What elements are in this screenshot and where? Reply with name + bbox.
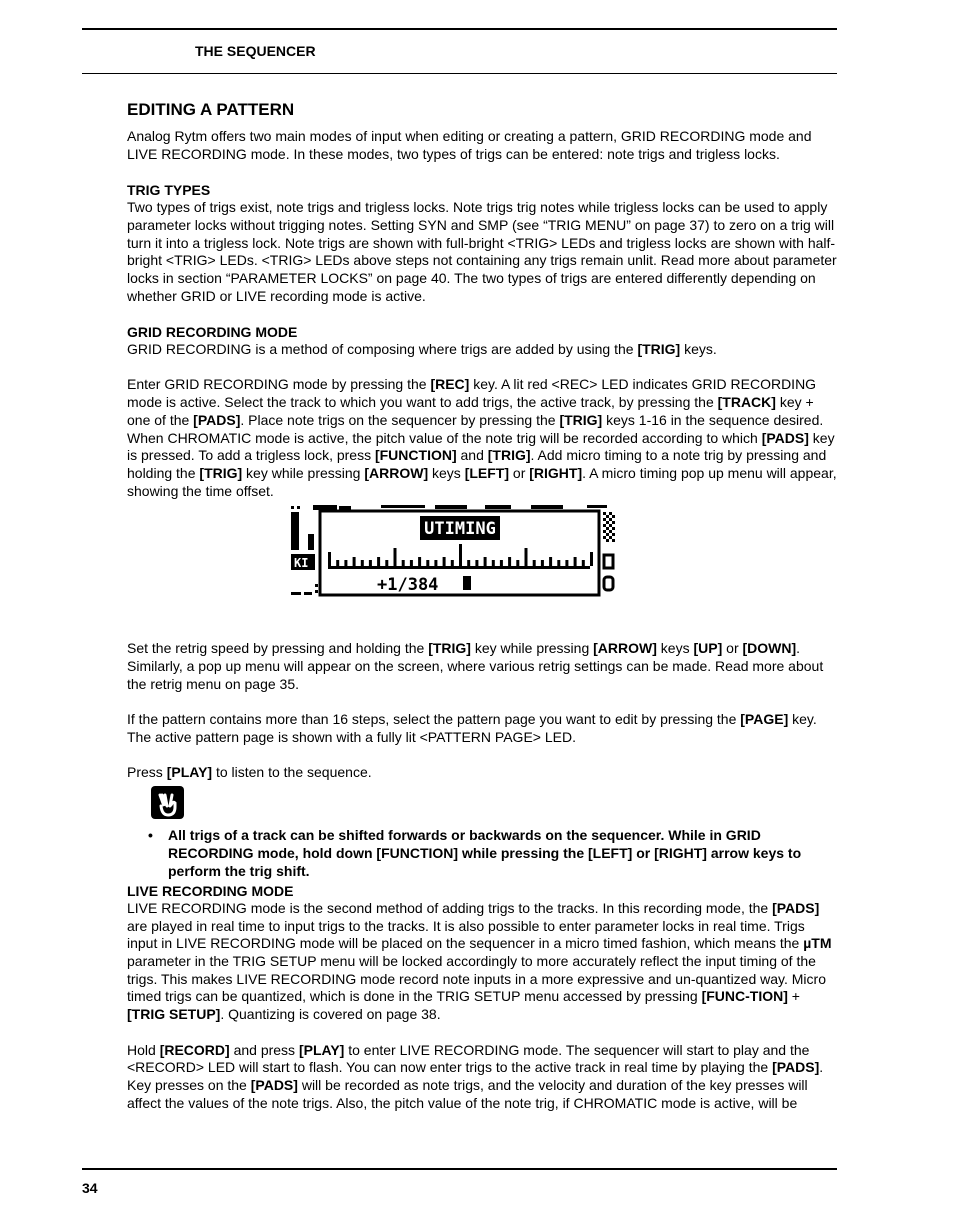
ruler-tick xyxy=(394,548,397,566)
key-name: [PADS] xyxy=(772,899,820,916)
grid-mode-paragraph-4: If the pattern contains more than 16 steps, select the pattern page you want to edit by pressing the [PAGE] key. The active pattern page is shown with a fully lit <PATTERN PAGE> LED. xyxy=(127,711,817,745)
ruler-tick xyxy=(336,560,339,566)
key-name: [PLAY] xyxy=(298,1041,345,1058)
key-name: [TRIG] xyxy=(637,341,681,357)
grid-mode-paragraph-2: Enter GRID RECORDING mode by pressing the [REC] key. A lit red <REC> LED indicates GRID RECORDING mode is active. Select the track to which you want to add trigs, the active track, by pressing the [TRACK] key + one of the [PADS]. Place note trigs on the sequencer by pressing the [TRIG] keys 1-16 in the sequence desired. When CHROMATIC mode is active, the pitch value of the note trig will be recorded according to which [PADS] key is pressed. To add a trigless lock, press [FUNCTION] and [TRIG]. Add micro timing to a note trig by pressing and holding the [TRIG] key while pressing [ARROW] keys [LEFT] or [RIGHT]. A micro timing pop up menu will appear, showing the time offset. xyxy=(127,376,837,499)
hand-peace-icon xyxy=(151,786,184,819)
key-name: [UP] xyxy=(693,640,723,657)
lcd-value: +1/384 xyxy=(377,575,439,596)
key-name: [TRACK] xyxy=(717,394,776,411)
key-name: µTM xyxy=(803,935,832,952)
ruler-tick xyxy=(361,560,364,566)
header-top-rule xyxy=(82,28,837,30)
header-bottom-rule xyxy=(82,73,837,74)
ruler-tick xyxy=(443,557,446,566)
ruler-tick xyxy=(328,552,331,566)
lcd-screenshot xyxy=(127,500,837,640)
note-box xyxy=(127,782,837,882)
ruler-tick xyxy=(525,548,528,566)
ruler-tick xyxy=(541,560,544,566)
live-mode-paragraph-1: LIVE RECORDING mode is the second method of adding trigs to the tracks. In this recording mode, the [PADS] are played in real time to input trigs to the tracks. It is also possible to enter parameter locks in real time. Trigs input in LIVE RECORDING mode will be placed on the sequencer in a micro timed fashion, which means the µTM parameter in the TRIG SETUP menu will be locked accordingly to more accurately reflect the input timing of the trigs. This makes LIVE RECORDING mode record note inputs in a more expressive and un-quantized way. Micro timed trigs can be quantized, which is done in the TRIG SETUP menu accessed by pressing [FUNC-TION] + [TRIG SETUP]. Quantizing is covered on page 38. xyxy=(127,899,832,1023)
ruler-tick xyxy=(369,560,372,566)
key-name: [PADS] xyxy=(250,1076,298,1093)
ruler-tick xyxy=(484,557,487,566)
live-mode-heading: LIVE RECORDING MODE xyxy=(127,882,294,899)
ruler-tick xyxy=(402,560,405,566)
page-content xyxy=(127,100,837,1130)
lcd-checker-pattern xyxy=(603,512,615,542)
key-name: [RIGHT] xyxy=(529,464,583,481)
ruler-tick xyxy=(377,557,380,566)
trig-types-paragraph: Two types of trigs exist, note trigs and trigless locks. Note trigs trig notes while trigless locks can be used to apply parameter locks without trigging notes. Setting SYN and SMP (see “TRIG MENU” on page 37) to zero on a trig will turn it into a trigless lock. Note trigs are shown with full-bright <TRIG> LEDs and trigless locks are shown with half-bright <TRIG> LEDs. <TRIG> LEDs above steps not containing any trigs remain unlit. Read more about parameter locks in section “PARAMETER LOCKS” on page 40. The two types of trigs are entered differently depending on whether GRID or LIVE recording mode is active. xyxy=(127,199,837,304)
ruler-tick xyxy=(426,560,429,566)
trig-types-heading: TRIG TYPES xyxy=(127,182,211,199)
ruler-tick xyxy=(508,557,511,566)
key-name: [REC] xyxy=(430,376,470,393)
intro-paragraph: Analog Rytm offers two main modes of input when editing or creating a pattern, GRID RECORDING mode and LIVE RECORDING mode. In these modes, two types of trigs can be entered: note trigs and trigless locks. xyxy=(127,128,812,162)
ruler-tick xyxy=(451,560,454,566)
ruler-tick xyxy=(410,560,413,566)
micro-timing-lcd-image xyxy=(291,504,621,604)
ruler-tick xyxy=(557,560,560,566)
grid-mode-paragraph-1: GRID RECORDING is a method of composing where trigs are added by using the [TRIG] keys. xyxy=(127,341,717,357)
lcd-title: UTIMING xyxy=(424,519,496,540)
note-list xyxy=(145,826,835,880)
grid-mode-paragraph-5: Press [PLAY] to listen to the sequence. xyxy=(127,764,372,781)
key-name: [PADS] xyxy=(193,411,241,428)
ruler-tick xyxy=(385,560,388,566)
ruler-tick xyxy=(574,557,577,566)
ruler-tick xyxy=(344,560,347,566)
ruler-tick xyxy=(475,560,478,566)
ruler-tick xyxy=(353,557,356,566)
key-name: [TRIG SETUP] xyxy=(127,1006,221,1023)
key-name: [RECORD] xyxy=(159,1041,230,1058)
key-name: [TRIG] xyxy=(487,447,531,464)
key-name: [FUNC-TION] xyxy=(701,988,788,1005)
key-name: [ARROW] xyxy=(364,464,429,481)
key-name: [ARROW] xyxy=(593,640,657,657)
live-mode-paragraph-2: Hold [RECORD] and press [PLAY] to enter LIVE RECORDING mode. The sequencer will start to play and the <RECORD> LED will start to flash. You can now enter trigs to the active track in real time by playing the [PADS]. Key presses on the [PADS] will be recorded as note trigs, and the velocity and duration of the key presses will affect the values of the note trigs. Also, the pitch value of the note trig, if CHROMATIC mode is active, will be xyxy=(127,1041,824,1111)
lcd-ruler-ticks xyxy=(328,544,593,566)
key-name: [DOWN] xyxy=(742,640,797,657)
ruler-tick xyxy=(418,557,421,566)
key-name: [PADS] xyxy=(761,429,809,446)
note-bullet: • xyxy=(148,826,153,843)
ruler-tick xyxy=(582,560,585,566)
key-name: [LEFT] xyxy=(464,464,510,481)
key-name: [PADS] xyxy=(772,1059,820,1076)
ruler-tick xyxy=(549,557,552,566)
ruler-tick xyxy=(565,560,568,566)
key-name: [PLAY] xyxy=(166,764,213,781)
ruler-tick xyxy=(533,560,536,566)
footer-rule xyxy=(82,1168,837,1170)
key-name: [TRIG] xyxy=(199,464,243,481)
key-name: [TRIG] xyxy=(559,411,603,428)
ruler-tick xyxy=(434,560,437,566)
key-name: [TRIG] xyxy=(428,640,471,657)
ruler-tick xyxy=(492,560,495,566)
section-title: EDITING A PATTERN xyxy=(127,100,295,119)
grid-mode-heading: GRID RECORDING MODE xyxy=(127,324,298,340)
note-text: All trigs of a track can be shifted forwards or backwards on the sequencer. While in GRID RECORDING mode, hold down [FUNCTION] while pressing the [LEFT] or [RIGHT] arrow keys to perform the trig shift. xyxy=(168,826,802,879)
running-header: THE SEQUENCER xyxy=(195,43,316,59)
ruler-tick xyxy=(590,552,593,566)
ruler-tick xyxy=(500,560,503,566)
note-item xyxy=(145,826,835,880)
key-name: [FUNCTION] xyxy=(374,447,457,464)
svg-text:KI: KI xyxy=(294,556,309,571)
grid-mode-paragraph-3: Set the retrig speed by pressing and holding the [TRIG] key while pressing [ARROW] keys [UP] or [DOWN]. Similarly, a pop up menu will appear on the screen, where various retrig settings can be made. Read more about the retrig menu on page 35. xyxy=(127,640,824,692)
ruler-tick xyxy=(516,560,519,566)
ruler-tick xyxy=(467,560,470,566)
ruler-tick xyxy=(459,544,462,566)
key-name: [PAGE] xyxy=(740,711,789,728)
page-number: 34 xyxy=(82,1180,98,1196)
